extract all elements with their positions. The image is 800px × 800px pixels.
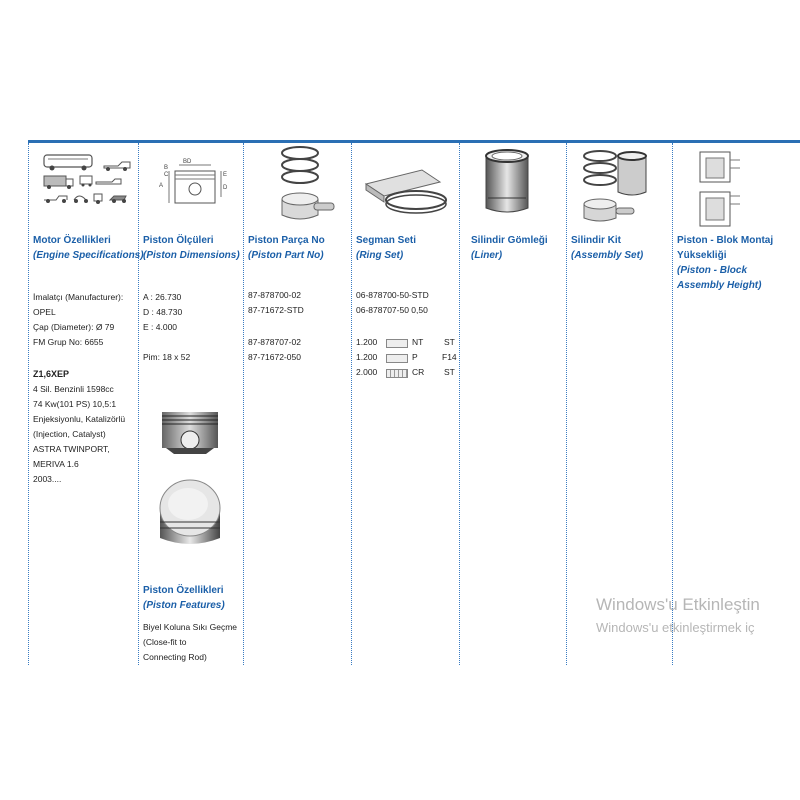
piston-part-no-header (248, 233, 325, 263)
part-number: 87-71672-050 (248, 352, 301, 362)
ring-set-codes (356, 288, 429, 318)
dimension-e: E : 4.000 (143, 322, 178, 332)
ring-set-code: 06-878707-50 0,50 (356, 305, 428, 315)
header-title: Piston Özellikleri (143, 585, 224, 596)
engine-line: Enjeksiyonlu, Katalizörlü (33, 414, 126, 424)
dimension-a: A : 26.730 (143, 292, 182, 302)
header-subtitle: (Liner) (471, 250, 503, 261)
engine-code: Z1,6XEP (33, 369, 70, 379)
header-subtitle-line2: Assembly Height) (677, 280, 762, 291)
header-subtitle: (Engine Specifications) (33, 250, 144, 261)
ring-material: ST (444, 337, 455, 347)
piston-block-height-diagram (692, 148, 752, 230)
header-title: Silindir Gömleği (471, 235, 548, 246)
dimension-list (143, 290, 182, 335)
dimension-d: D : 48.730 (143, 307, 183, 317)
header-subtitle: (Piston Features) (143, 600, 225, 611)
ring-spec-row (356, 350, 456, 365)
liner-header (471, 233, 548, 263)
engine-line: 4 Sil. Benzinli 1598cc (33, 384, 114, 394)
part-number: 87-878707-02 (248, 337, 301, 347)
header-subtitle: (Ring Set) (356, 250, 404, 261)
part-number-list-oversize (248, 335, 301, 365)
ring-type: CR (412, 367, 425, 377)
activation-watermark-text: Windows'u etkinleştirmek iç (596, 620, 755, 635)
part-number: 87-878700-02 (248, 290, 301, 300)
header-subtitle: (Piston Dimensions) (143, 250, 240, 261)
piston-side-image (158, 410, 223, 455)
label-bd: BD (183, 159, 192, 165)
feature-line: Connecting Rod) (143, 652, 207, 662)
column-divider (138, 143, 139, 665)
header-title: Silindir Kit (571, 235, 621, 246)
header-title: Piston Parça No (248, 235, 325, 246)
manufacturer-label: İmalatçı (Manufacturer): (33, 292, 124, 302)
column-divider (672, 143, 673, 665)
ring-profile-icon (386, 369, 408, 378)
label-e: E (223, 172, 228, 178)
engine-line: 74 Kw(101 PS) 10,5:1 (33, 399, 117, 409)
ring-set-icon (362, 168, 452, 213)
ring-size: 1.200 (356, 337, 378, 347)
ring-type: P (412, 352, 418, 362)
column-divider (566, 143, 567, 665)
header-title-line2: Yüksekliği (677, 250, 727, 261)
header-subtitle: (Piston Part No) (248, 250, 324, 261)
label-d: D (223, 185, 228, 191)
piston-dimensions-header (143, 233, 240, 263)
assembly-set-header (571, 233, 643, 263)
column-divider (28, 143, 29, 665)
cylinder-liner-icon (482, 148, 532, 218)
part-number: 87-71672-STD (248, 305, 304, 315)
piston-features-header (143, 583, 225, 613)
header-title: Segman Seti (356, 235, 417, 246)
feature-line: Biyel Koluna Sıkı Geçme (143, 622, 238, 632)
ring-size: 1.200 (356, 352, 378, 362)
activation-watermark-title: Windows'u Etkinleştin (596, 595, 760, 614)
label-c: C (164, 172, 169, 178)
column-divider (351, 143, 352, 665)
header-title: Motor Özellikleri (33, 235, 111, 246)
pin-size: Pim: 18 x 52 (143, 352, 191, 362)
ring-spec-table (356, 335, 456, 380)
feature-list (143, 620, 237, 665)
ring-size: 2.000 (356, 367, 378, 377)
manufacturer-value: OPEL (33, 307, 56, 317)
ring-material: F14 (442, 352, 457, 362)
part-number-list (248, 288, 304, 318)
engine-spec-header (33, 233, 144, 263)
column-divider (243, 143, 244, 665)
ring-material: ST (444, 367, 455, 377)
ring-type: NT (412, 337, 424, 347)
engine-line: MERIVA 1.6 (33, 459, 79, 469)
engine-spec-list (33, 290, 123, 350)
piston-dimension-diagram (155, 157, 235, 207)
ring-set-code: 06-878700-50-STD (356, 290, 429, 300)
ring-profile-icon (386, 354, 408, 363)
ring-spec-row (356, 335, 456, 350)
feature-line: (Close-fit to (143, 637, 187, 647)
fm-group-value: FM Grup No: 6655 (33, 337, 104, 347)
engine-line: 2003.... (33, 474, 62, 484)
engine-line: (Injection, Catalyst) (33, 429, 106, 439)
engine-line: ASTRA TWINPORT, (33, 444, 110, 454)
header-subtitle: (Piston - Block (677, 265, 748, 276)
diameter-value: Çap (Diameter): Ø 79 (33, 322, 115, 332)
header-title: Piston - Blok Montaj (677, 235, 774, 246)
vehicles-icon (40, 152, 135, 207)
header-rule (28, 140, 800, 143)
piston-rings-icon (270, 145, 340, 225)
assembly-set-icon (578, 148, 658, 228)
column-divider (459, 143, 460, 665)
header-title: Piston Ölçüleri (143, 235, 214, 246)
ring-spec-row (356, 365, 456, 380)
header-subtitle: (Assembly Set) (571, 250, 644, 261)
engine-details (33, 367, 125, 487)
ring-profile-icon (386, 339, 408, 348)
label-a: A (159, 183, 164, 189)
block-height-header (677, 233, 773, 293)
piston-top-image (158, 478, 223, 548)
ring-set-header (356, 233, 416, 263)
label-b: B (164, 165, 169, 171)
